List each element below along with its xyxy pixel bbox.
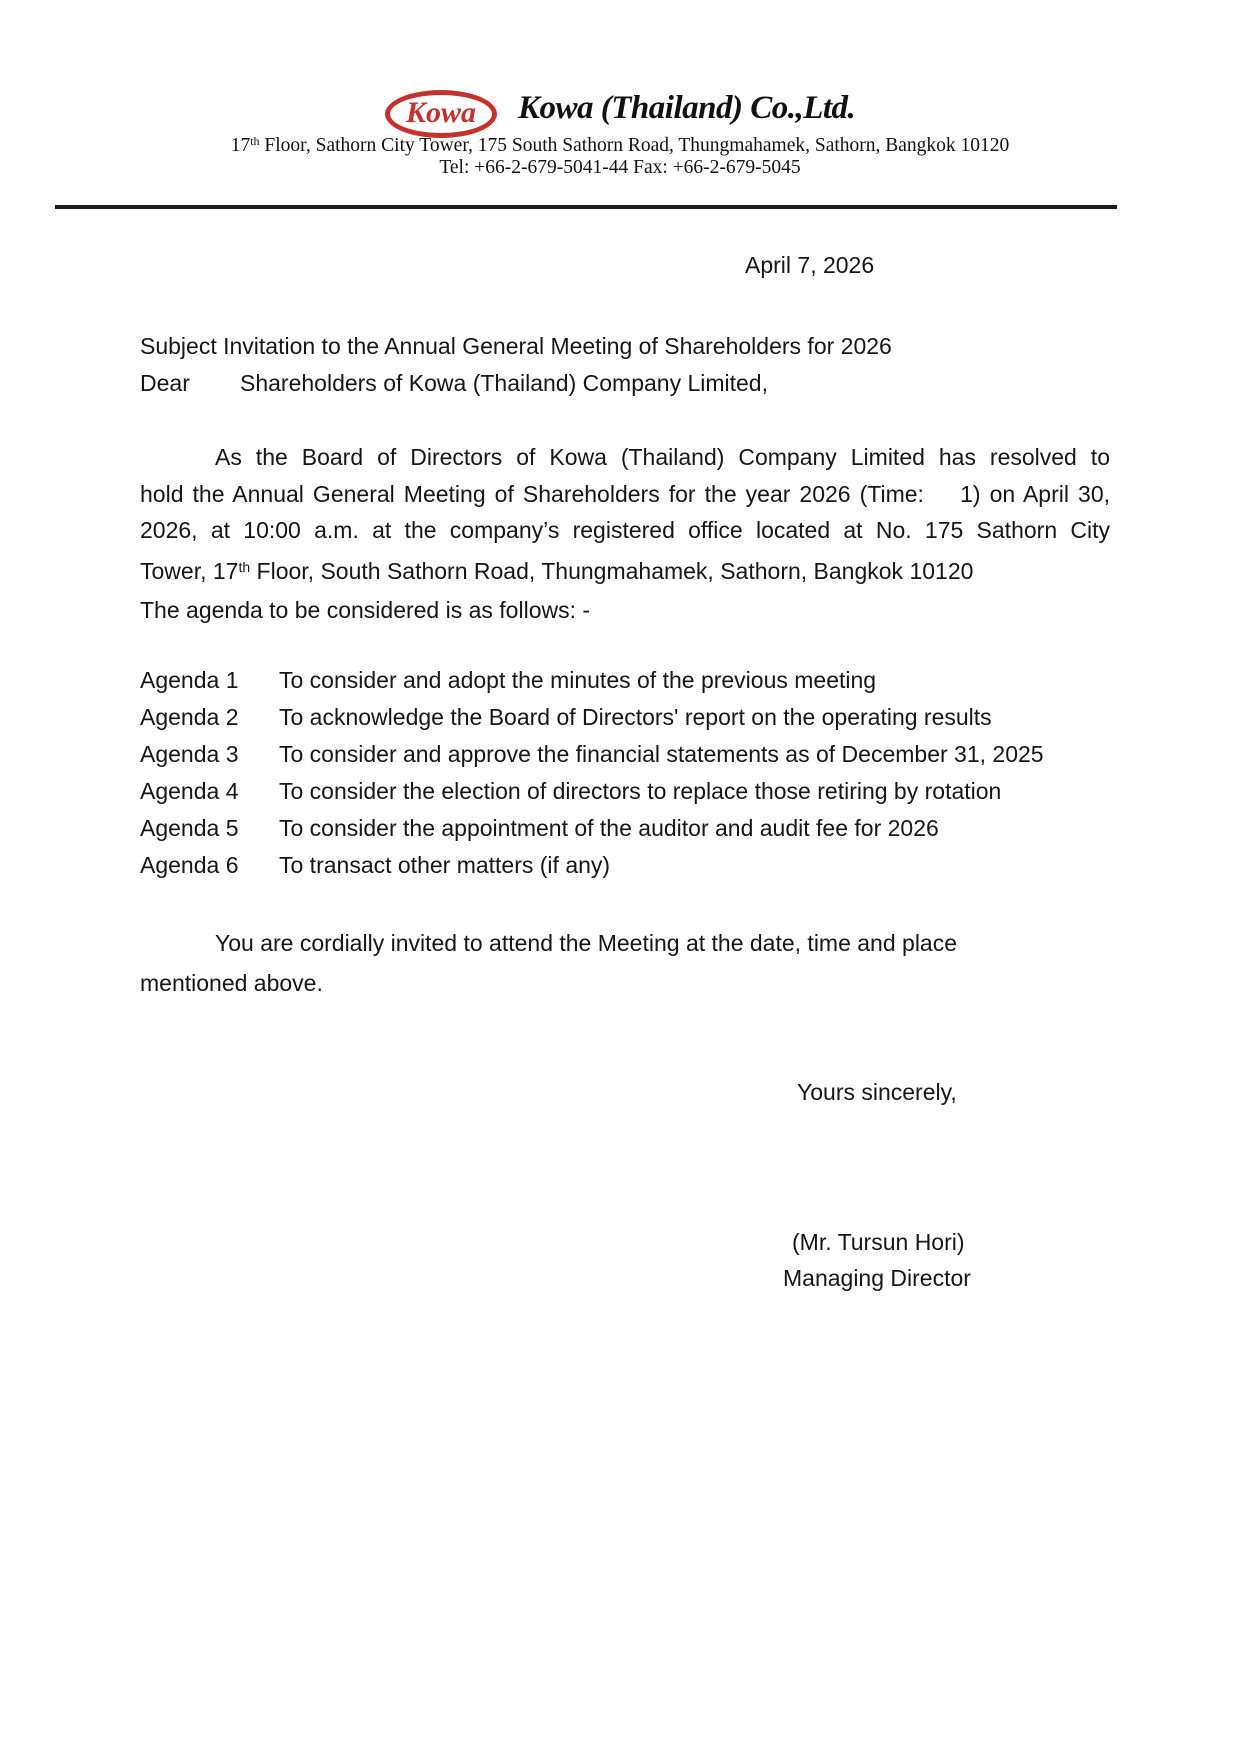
closing-line-1: You are cordially invited to attend the Meeting at the date, time and place	[215, 930, 958, 956]
address-superscript: th	[250, 134, 260, 148]
body-line-5: The agenda to be considered is as follows: -	[140, 597, 591, 623]
agenda-item-5	[140, 815, 939, 842]
agenda-item-3	[140, 741, 1044, 768]
salutation-name: Shareholders of Kowa (Thailand) Company Limited,	[240, 370, 768, 396]
body-line-1: As the Board of Directors of Kowa (Thailand) Company Limited has resolved to	[215, 444, 1110, 470]
salutation-label: Dear	[140, 370, 190, 396]
kowa-logo-text: Kowa	[405, 96, 477, 129]
address-text: Floor, Sathorn City Tower, 175 South Sathorn Road, Thungmahamek, Sathorn, Bangkok 10120	[259, 135, 1010, 156]
agenda-item-6	[140, 852, 611, 879]
agenda-text: To consider the appointment of the auditor and audit fee for 2026	[279, 815, 939, 841]
kowa-logo-icon	[385, 90, 497, 138]
agenda-item-4	[140, 778, 1002, 805]
salutation	[140, 368, 1110, 398]
company-name: Kowa (Thailand) Co.,Ltd.	[518, 90, 856, 126]
agenda-item-2	[140, 704, 992, 731]
letterhead	[0, 86, 1240, 140]
body-line-2: hold the Annual General Meeting of Shareholders for the year 2026 (Time: 1) on April 30,	[140, 481, 1110, 507]
closing-line-2: mentioned above.	[140, 970, 323, 996]
company-address	[0, 134, 1240, 157]
agenda-label: Agenda 5	[140, 815, 239, 841]
agenda-label: Agenda 3	[140, 741, 239, 767]
agenda-label: Agenda 6	[140, 852, 239, 878]
body-line-4-superscript: th	[238, 559, 251, 575]
subject-line: Subject Invitation to the Annual General Meeting of Shareholders for 2026	[140, 333, 892, 359]
agenda-text: To transact other matters (if any)	[279, 852, 611, 878]
company-tel-fax: Tel: +66-2-679-5041-44 Fax: +66-2-679-5045	[439, 157, 801, 178]
agenda-text: To consider and adopt the minutes of the previous meeting	[279, 667, 877, 693]
body-line-4-text: Floor, South Sathorn Road, Thungmahamek, Sathorn, Bangkok 10120	[250, 558, 974, 584]
agenda-item-1	[140, 667, 877, 694]
sign-off: Yours sincerely,	[797, 1079, 957, 1105]
agenda-text: To consider the election of directors to replace those retiring by rotation	[279, 778, 1002, 804]
agenda-label: Agenda 2	[140, 704, 239, 730]
body-line-4	[140, 552, 973, 586]
agenda-label: Agenda 1	[140, 667, 239, 693]
address-text: 17	[230, 135, 251, 156]
header-divider	[55, 205, 1117, 209]
agenda-text: To consider and approve the financial statements as of December 31, 2025	[279, 741, 1044, 767]
body-line-3: 2026, at 10:00 a.m. at the company’s registered office located at No. 175 Sathorn City	[140, 517, 1110, 543]
agenda-label: Agenda 4	[140, 778, 239, 804]
signatory-name: (Mr. Tursun Hori)	[792, 1229, 965, 1255]
signatory-title: Managing Director	[783, 1265, 971, 1291]
body-line-4-text: Tower, 17	[140, 558, 239, 584]
letter-date: April 7, 2026	[745, 252, 875, 278]
agenda-text: To acknowledge the Board of Directors' report on the operating results	[279, 704, 992, 730]
